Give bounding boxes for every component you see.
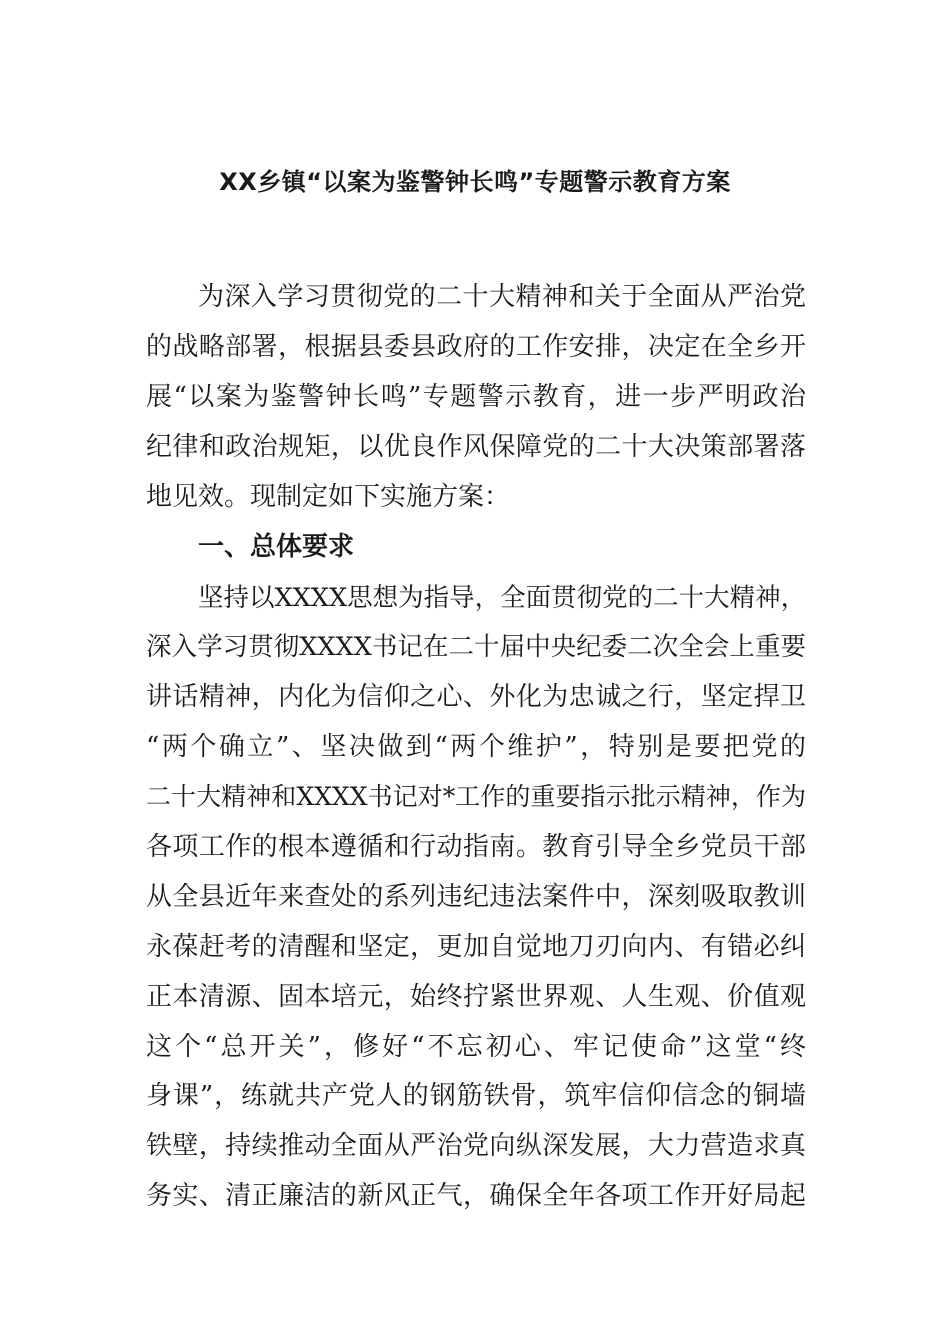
body-line: 深入学习贯彻XXXX书记在二十届中央纪委二次全会上重要 [146,632,806,662]
body-line: 铁壁，持续推动全面从严治党向纵深发展，大力营造求真 [146,1131,806,1161]
body-line: 从全县近年来查处的系列违纪违法案件中，深刻吸取教训 [146,882,806,912]
intro-line: 的战略部署，根据县委县政府的工作安排，决定在全乡开 [146,332,806,362]
intro-line: 为深入学习贯彻党的二十大精神和关于全面从严治党 [198,282,806,312]
body-line: 身课”，练就共产党人的钢筋铁骨，筑牢信仰信念的铜墙 [146,1081,806,1111]
body-line: 永葆赶考的清醒和坚定，更加自觉地刀刃向内、有错必纠 [146,932,806,962]
body-line: 各项工作的根本遵循和行动指南。教育引导全乡党员干部 [146,832,806,862]
body-line: 二十大精神和XXXX书记对*工作的重要指示批示精神，作为 [146,782,806,811]
body-line: “两个确立”、坚决做到“两个维护”，特别是要把党的 [146,732,806,762]
body-line: 讲话精神，内化为信仰之心、外化为忠诚之行，坚定捍卫 [146,682,806,712]
body-line: 这个“总开关”，修好“不忘初心、牢记使命”这堂“终 [146,1032,806,1062]
body-line: 坚持以XXXX思想为指导，全面贯彻党的二十大精神， [198,583,807,613]
body-line: 正本清源、固本培元，始终拧紧世界观、人生观、价值观 [146,982,806,1012]
document-title: XX乡镇“以案为鉴警钟长鸣”专题警示教育方案 [219,168,731,196]
intro-line: 纪律和政治规矩，以优良作风保障党的二十大决策部署落 [146,432,806,462]
intro-line: 地见效。现制定如下实施方案： [146,482,511,512]
body-line: 务实、清正廉洁的新风正气，确保全年各项工作开好局起 [146,1181,806,1211]
intro-line: 展“以案为鉴警钟长鸣”专题警示教育，进一步严明政治 [146,382,806,412]
section-heading: 一、总体要求 [198,532,355,562]
